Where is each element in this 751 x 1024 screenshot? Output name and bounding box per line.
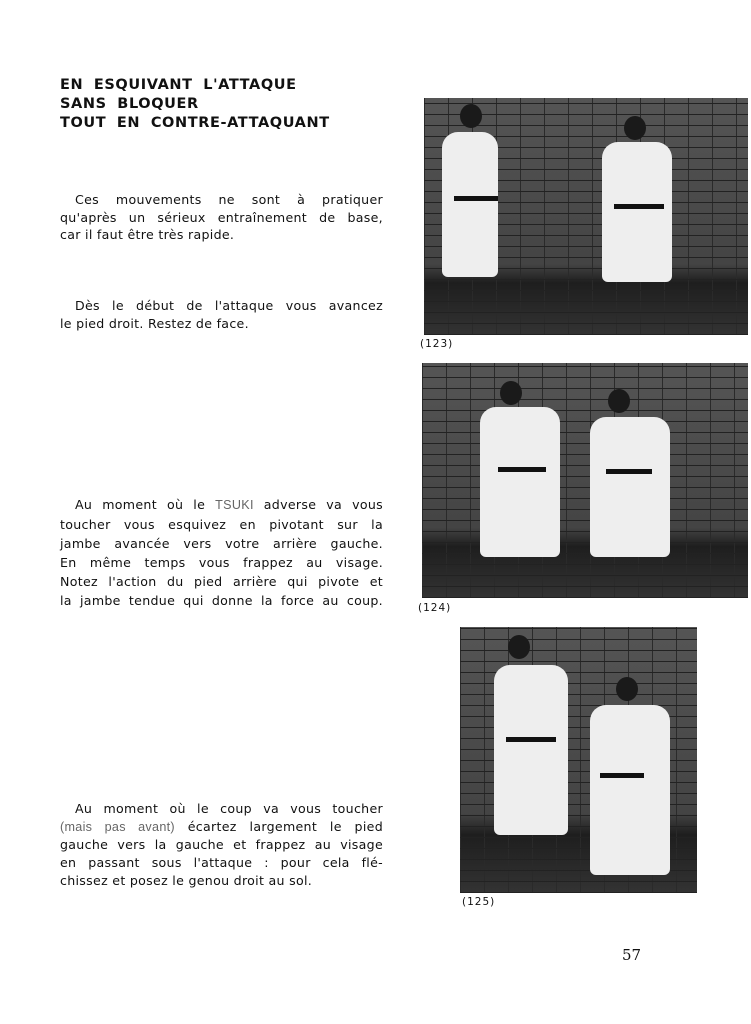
paragraph-intro (60, 191, 383, 244)
title-line: EN ESQUIVANT L'ATTAQUE (60, 77, 297, 93)
karateka-figure (494, 665, 568, 835)
figure-head (608, 389, 630, 413)
text-line (60, 818, 383, 836)
karateka-figure (590, 705, 670, 875)
black-belt (600, 773, 644, 778)
figure-head (616, 677, 638, 701)
section-title (60, 76, 330, 133)
text-line (60, 495, 383, 515)
text-fragment: adverse va vous (263, 497, 384, 512)
photo-123 (424, 98, 748, 335)
title-line: TOUT EN CONTRE-ATTAQUANT (60, 115, 330, 131)
text-line: en passant sous l'attaque : pour cela flé- (60, 855, 383, 870)
karateka-figure (442, 132, 498, 277)
text-line: le pied droit. Restez de face. (60, 316, 249, 331)
figure-caption: (123) (420, 338, 454, 350)
text-line: gauche vers la gauche et frappez au visage (60, 837, 383, 852)
black-belt (454, 196, 498, 201)
text-fragment: écartez largement le pied (187, 819, 383, 834)
text-line: chissez et posez le genou droit au sol. (60, 873, 313, 888)
term-tsuki: TSUKI (215, 498, 254, 512)
text-line: Notez l'action du pied arrière qui pivote et (60, 574, 383, 589)
black-belt (498, 467, 546, 472)
text-line: jambe avancée vers votre arrière gauche. (60, 536, 383, 551)
photo-125 (460, 627, 697, 893)
black-belt (606, 469, 652, 474)
text-line: car il faut être très rapide. (60, 227, 235, 242)
text-aside: (mais pas avant) (60, 820, 175, 834)
text-fragment: Au moment où le (75, 497, 206, 512)
paragraph-step-123 (60, 297, 383, 333)
text-line: toucher vous esquivez en pivotant sur la (60, 517, 383, 532)
text-line: En même temps vous frappez au visage. (60, 555, 383, 570)
text-line: Dès le début de l'attaque vous avancez (75, 298, 383, 313)
figure-head (460, 104, 482, 128)
text-line: Ces mouvements ne sont à pratiquer (75, 192, 383, 207)
black-belt (614, 204, 664, 209)
figure-head (500, 381, 522, 405)
figure-head (508, 635, 530, 659)
figure-caption: (124) (418, 602, 452, 614)
black-belt (506, 737, 556, 742)
text-line: la jambe tendue qui donne la force au coup. (60, 593, 383, 608)
karateka-figure (602, 142, 672, 282)
karateka-figure (590, 417, 670, 557)
text-line: Au moment où le coup va vous toucher (75, 801, 383, 816)
photo-124 (422, 363, 748, 598)
text-line: qu'après un sérieux entraînement de base, (60, 209, 383, 225)
figure-caption: (125) (462, 896, 496, 908)
paragraph-step-125 (60, 800, 383, 890)
title-line: SANS BLOQUER (60, 96, 199, 112)
page-number: 57 (622, 946, 642, 964)
paragraph-step-124 (60, 495, 383, 610)
karateka-figure (480, 407, 560, 557)
figure-head (624, 116, 646, 140)
